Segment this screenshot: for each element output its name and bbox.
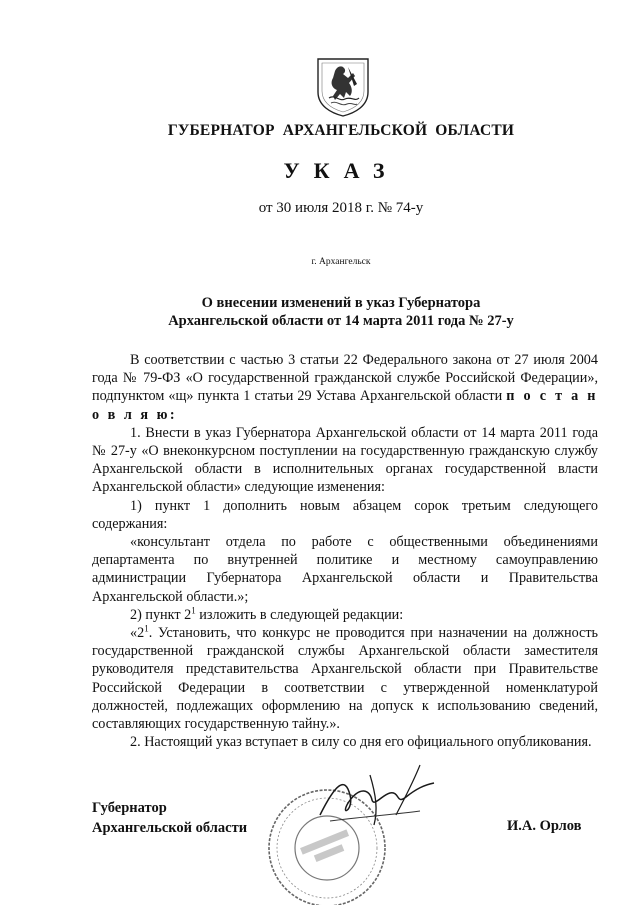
resolve-word: п о с т а н о в л я ю — [92, 388, 598, 423]
paragraph-item-1: 1. Внести в указ Губернатора Архангельской области от 14 марта 2011 года № 27-у «О внеконкурсном поступлении на государственную гражданскую службу Архангельской области в исполнительных органах государственной власти Архангельской области» следующие изменения: — [92, 424, 598, 496]
paragraph-quote-1: «консультант отдела по работе с общественными объединениями департамента по внутренней политике и местному самоуправлению администрации Губернатора Архангельской области и Правительства Архангельской области.»; — [92, 534, 598, 605]
city-name: г. Архангельск — [311, 257, 371, 267]
paragraph-item-2: 2. Настоящий указ вступает в силу со дня его официального опубликования. — [130, 734, 592, 751]
paragraph-quote-2 — [92, 624, 598, 733]
decree-date: от 30 июля 2018 г. № 74-у — [258, 200, 424, 216]
resolve-colon: : — [169, 406, 175, 423]
quote-2-end: . Установить, что конкурс не проводится при назначении на должность государственной гражданской службы Архангельской области заместителя руководителя представительства Архангельской области при Правительстве Российской Федерации в соответствии с утвержденной номенклатурой должностей, подлежащих оформлению на допуск к использованию сведений, составляющих государственную тайну.». — [92, 625, 598, 733]
quote-2-sup: 1 — [144, 623, 149, 634]
decree-word: УКАЗ — [283, 158, 399, 183]
subitem-2-start: 2) пункт 2 — [130, 606, 192, 623]
preamble-text: В соответствии с частью 3 статьи 22 Федерального закона от 27 июля 2004 года № 79-ФЗ «О государственной гражданской службе Российской Федерации», подпунктом «щ» пункта 1 статьи 29 Устава Архангельской области — [92, 352, 598, 405]
handwritten-signature — [300, 755, 460, 835]
decree-heading — [0, 294, 640, 330]
arkhangelsk-coat-of-arms-icon — [315, 56, 371, 118]
signer-position-line-2: Архангельской области — [92, 820, 248, 836]
subitem-2-sup: 1 — [191, 605, 196, 616]
heading-line-1: О внесении изменений в указ Губернатора — [201, 295, 481, 311]
signer-name: И.А. Орлов — [507, 818, 582, 834]
signer-position — [92, 798, 247, 838]
paragraph-preamble — [92, 351, 598, 424]
decree-body — [92, 351, 598, 751]
heading-line-2: Архангельской области от 14 марта 2011 года № 27-у — [168, 313, 514, 329]
signer-position-line-1: Губернатор — [92, 800, 167, 816]
paragraph-subitem-1: 1) пункт 1 дополнить новым абзацем сорок третьим следующего содержания: — [92, 497, 598, 532]
quote-2-start: «2 — [130, 625, 145, 642]
subitem-2-end: изложить в следующей редакции: — [195, 606, 404, 623]
paragraph-subitem-2 — [92, 606, 598, 624]
governor-title: ГУБЕРНАТОР АРХАНГЕЛЬСКОЙ ОБЛАСТИ — [167, 122, 515, 139]
